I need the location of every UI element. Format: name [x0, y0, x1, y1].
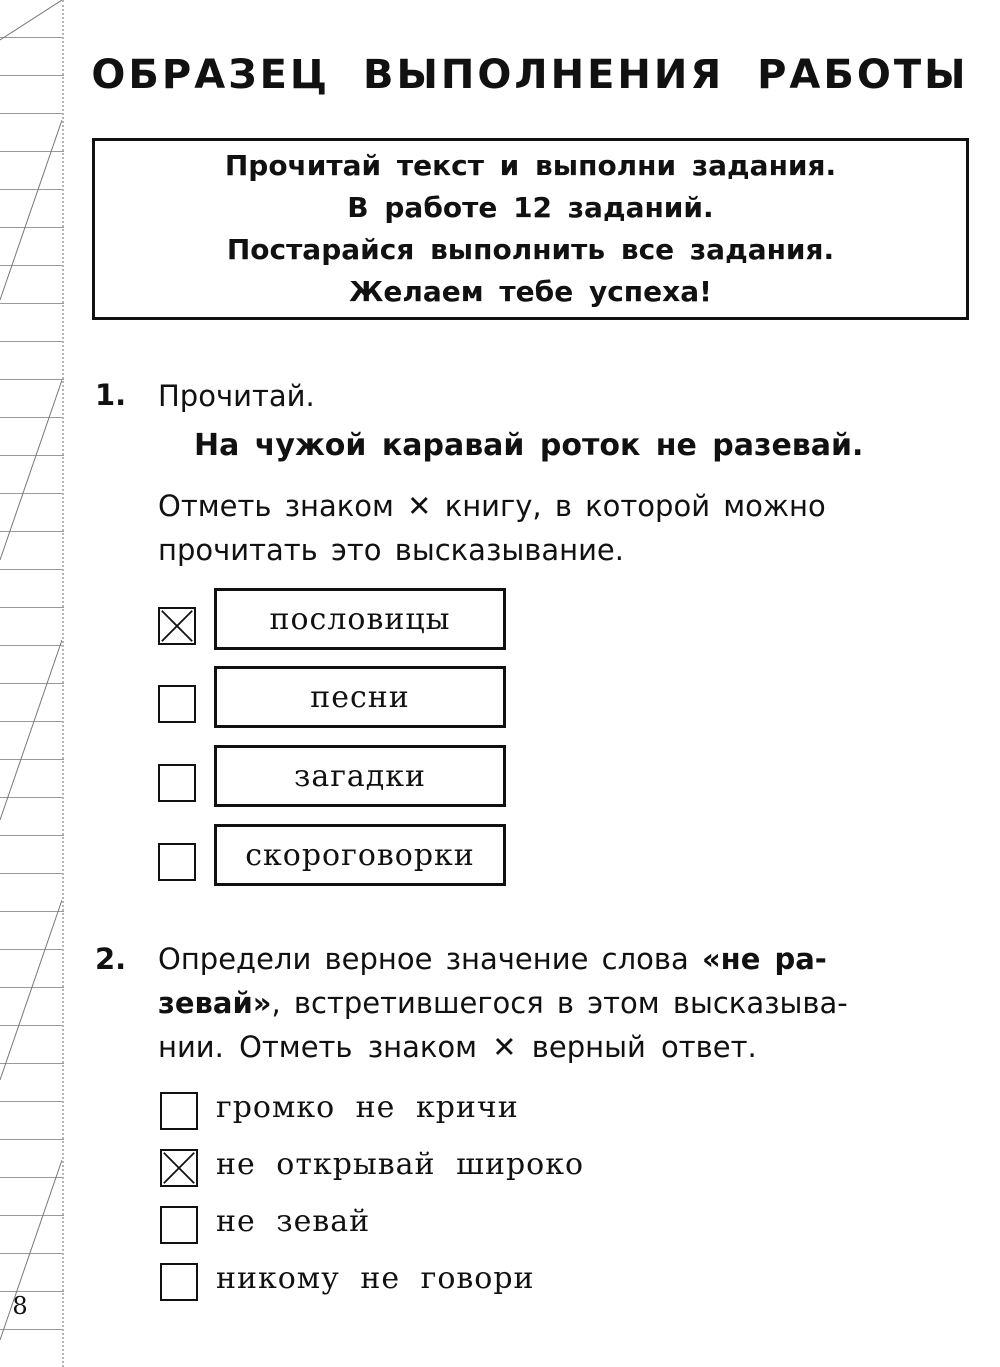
option-label: не зевай: [216, 1204, 371, 1239]
choice-songs[interactable]: песни: [214, 666, 506, 728]
question-2-text-line-3: [158, 1025, 757, 1069]
option-label: никому не говори: [216, 1261, 535, 1296]
choice-tongue-twisters[interactable]: скороговорки: [214, 824, 506, 886]
instruction-line: Желаем тебе успеха!: [349, 275, 712, 308]
choice-riddles[interactable]: загадки: [214, 745, 506, 807]
cross-mark-icon: ✕: [492, 1030, 517, 1064]
question-1-proverb: На чужой каравай роток не разевай.: [194, 428, 864, 463]
checkbox-proverbs[interactable]: [158, 607, 196, 645]
checkbox-songs[interactable]: [158, 685, 196, 723]
question-text: верный ответ.: [516, 1030, 757, 1064]
question-keyword: «не ра-: [701, 942, 827, 976]
task-text: Отметь знаком: [158, 489, 394, 523]
checkbox-riddles[interactable]: [158, 764, 196, 802]
checkbox-option-tell-nobody[interactable]: [160, 1263, 198, 1301]
option-label: громко не кричи: [216, 1090, 519, 1125]
checkbox-option-yawn[interactable]: [160, 1206, 198, 1244]
instruction-line: В работе 12 заданий.: [347, 191, 714, 224]
question-1-task-line-1: [158, 484, 978, 528]
question-text: нии. Отметь знаком: [158, 1030, 493, 1064]
page-margin-strip: [0, 0, 64, 1367]
question-text: Определи верное значение слова: [158, 942, 702, 976]
option-label: не открывай широко: [216, 1147, 585, 1182]
margin-lines-decoration: [0, 0, 62, 1367]
checkbox-option-shout[interactable]: [160, 1092, 198, 1130]
question-2-text-line-2: [158, 981, 978, 1025]
question-text: , встретившегося в этом высказыва-: [271, 986, 848, 1020]
question-1-number: 1.: [95, 378, 127, 412]
checked-cross-icon: [162, 1151, 196, 1185]
question-1-task-line-2: прочитать это высказывание.: [158, 533, 624, 567]
question-keyword: зевай»: [158, 986, 272, 1020]
question-2-number: 2.: [95, 942, 127, 976]
cross-mark-icon: ✕: [407, 489, 432, 523]
checked-cross-icon: [160, 609, 194, 643]
instruction-line: Прочитай текст и выполни задания.: [224, 149, 837, 182]
page-number: 8: [12, 1292, 28, 1320]
instructions-box: [92, 138, 969, 320]
task-text: книгу, в которой можно: [444, 489, 826, 523]
instruction-line: Постарайся выполнить все задания.: [226, 233, 835, 266]
question-1-instruction: Прочитай.: [158, 379, 315, 413]
page-title: ОБРАЗЕЦ ВЫПОЛНЕНИЯ РАБОТЫ: [91, 52, 969, 98]
choice-proverbs[interactable]: пословицы: [214, 588, 506, 650]
checkbox-option-open-wide[interactable]: [160, 1149, 198, 1187]
question-2-text-line-1: [158, 937, 978, 981]
checkbox-tongue-twisters[interactable]: [158, 843, 196, 881]
